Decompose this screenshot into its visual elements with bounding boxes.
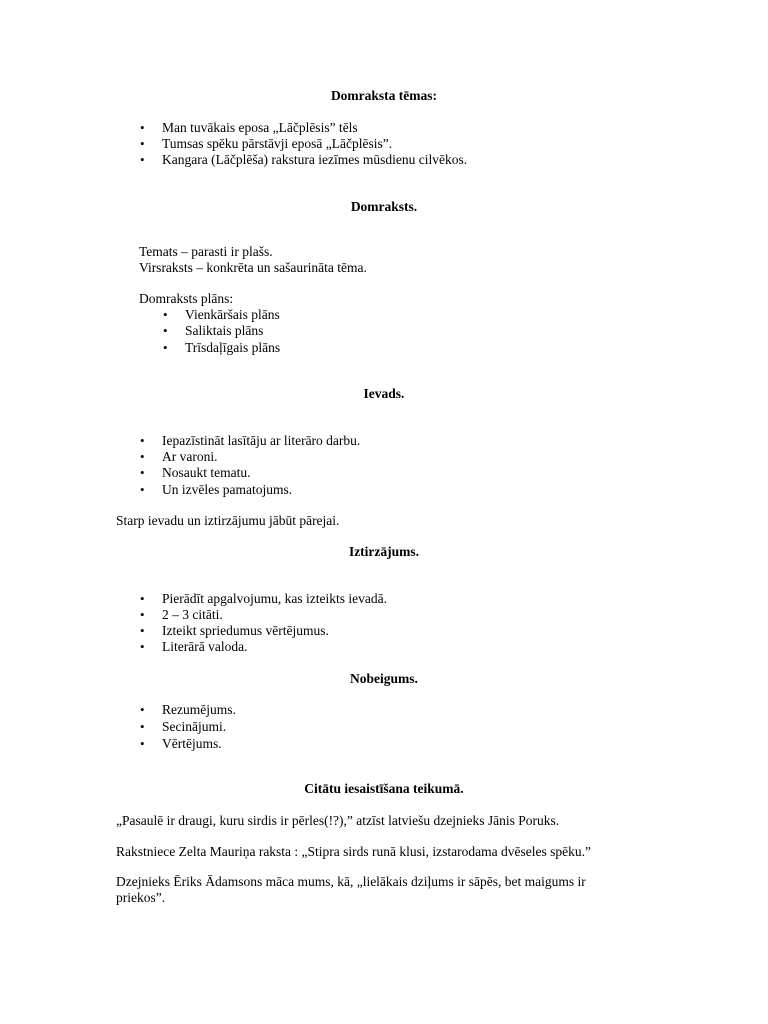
intro-heading: Ievads. bbox=[363, 386, 405, 401]
list-item: • Iepazīstināt lasītāju ar literāro darbu. bbox=[162, 433, 360, 449]
list-item: • Vienkāršais plāns bbox=[185, 307, 280, 323]
list-item: • 2 – 3 citāti. bbox=[162, 607, 223, 623]
essay-heading: Domraksts. bbox=[350, 199, 418, 214]
list-item: • Ar varoni. bbox=[162, 449, 217, 465]
quotes-heading: Citātu iesaistīšana teikumā. bbox=[304, 781, 464, 796]
list-item: • Trīsdaļīgais plāns bbox=[185, 340, 280, 356]
list-item: • Secinājumi. bbox=[162, 719, 226, 735]
list-item: • Man tuvākais eposa „Lāčplēsis” tēls bbox=[162, 120, 358, 136]
list-item: • Nosaukt tematu. bbox=[162, 465, 250, 481]
essay-title-line: Virsraksts – konkrēta un sašaurināta tēma. bbox=[139, 260, 367, 275]
list-item: • Tumsas spēku pārstāvji eposā „Lāčplēsis”. bbox=[162, 136, 392, 152]
essay-plan-label: Domraksts plāns: bbox=[139, 291, 234, 306]
quote-poruks: „Pasaulē ir draugi, kuru sirdis ir pērles(!?),” atzīst latviešu dzejnieks Jānis Poruks. bbox=[116, 813, 560, 828]
list-item: • Izteikt spriedumus vērtējumus. bbox=[162, 623, 329, 639]
list-item: • Pierādīt apgalvojumu, kas izteikts ievadā. bbox=[162, 591, 387, 607]
list-item: • Vērtējums. bbox=[162, 736, 222, 752]
body-heading: Iztirzājums. bbox=[348, 544, 420, 559]
intro-transition-note: Starp ievadu un iztirzājumu jābūt pārejai. bbox=[116, 513, 340, 528]
list-item: • Un izvēles pamatojums. bbox=[162, 482, 292, 498]
quote-maurina: Rakstniece Zelta Mauriņa raksta : „Stipra sirds runā klusi, izstarodama dvēseles spēku.” bbox=[116, 844, 591, 859]
list-item: • Literārā valoda. bbox=[162, 639, 247, 655]
conclusion-heading: Nobeigums. bbox=[350, 671, 418, 686]
list-item: • Rezumējums. bbox=[162, 702, 236, 718]
quote-adamsons: Dzejnieks Ēriks Ādamsons māca mums, kā, „lielākais dziļums ir sāpēs, bet maigums ir priekos”. bbox=[116, 874, 586, 905]
themes-heading: Domraksta tēmas: bbox=[330, 88, 438, 103]
essay-topic-line: Temats – parasti ir plašs. bbox=[139, 244, 273, 259]
list-item: • Kangara (Lāčplēša) rakstura iezīmes mūsdienu cilvēkos. bbox=[162, 152, 467, 168]
list-item: • Saliktais plāns bbox=[185, 323, 263, 339]
